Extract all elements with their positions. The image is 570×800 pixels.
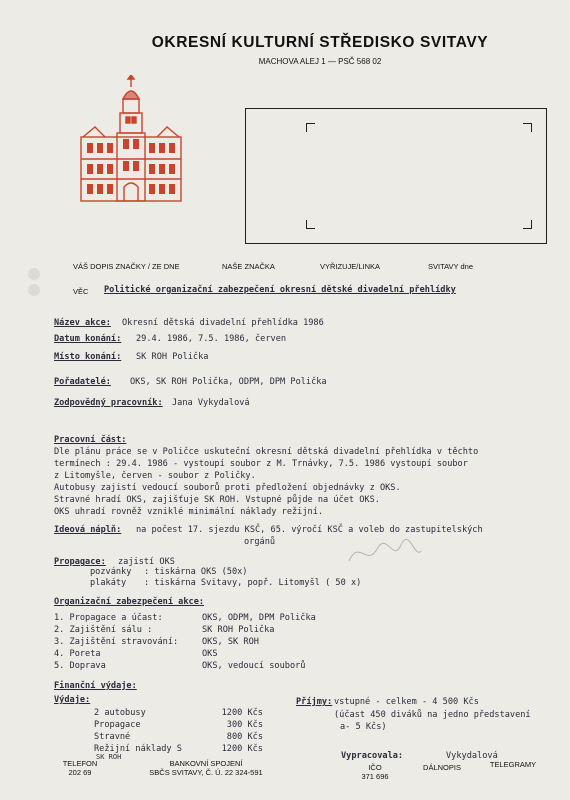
- corner-mark: [306, 123, 315, 132]
- expense-name: Režijní náklady S: [94, 744, 182, 754]
- expense-name: Stravné: [94, 732, 131, 742]
- organizers-label: Pořadatelé:: [54, 377, 111, 387]
- org-label: Organizační zabezpečení akce:: [54, 597, 205, 607]
- work-line: termínech : 29.4. 1986 - vystoupí soubor z M. Trnávky, 7.5. 1986 vystoupí soubor: [54, 459, 468, 469]
- organizers-value: OKS, SK ROH Polička, ODPM, DPM Polička: [130, 377, 327, 387]
- footer-bank: [126, 759, 286, 777]
- expense-amount: 300 Kčs: [226, 720, 263, 730]
- town-hall-crest-image: [75, 75, 187, 207]
- place-value: SK ROH Polička: [136, 352, 209, 362]
- punch-hole: [28, 284, 40, 296]
- subject-text: Politické organizační zabezpečení okresní dětské divadelní přehlídky: [104, 285, 456, 295]
- idea-line: orgánů: [244, 537, 276, 547]
- letterhead-title: OKRESNÍ KULTURNÍ STŘEDISKO SVITAVY: [151, 34, 489, 51]
- work-line: Stravné hradí OKS, zajišťuje SK ROH. Vstupné půjde na účet OKS.: [54, 495, 380, 505]
- promo-label: Propagace:: [54, 557, 106, 567]
- prepared-label: Vypracovala:: [341, 751, 404, 761]
- org-item-value: OKS, ODPM, DPM Polička: [202, 613, 316, 623]
- punch-hole: [28, 268, 40, 280]
- expense-extra: SK ROH: [96, 753, 122, 761]
- income-line: (účast 450 diváků na jedno představení: [334, 710, 531, 720]
- letterhead-address: MACHOVA ALEJ 1 — PSČ 568 02: [258, 57, 382, 66]
- footer-telegramy: TELEGRAMY: [489, 760, 537, 769]
- ico-label: IČO: [368, 763, 382, 772]
- bank-label: BANKOVNÍ SPOJENÍ: [169, 759, 243, 768]
- prepared-name: Vykydalová: [446, 751, 498, 761]
- org-item-name: 1. Propagace a účast:: [54, 613, 163, 623]
- date-value: 29.4. 1986, 7.5. 1986, červen: [136, 334, 287, 344]
- faint-handwritten-mark: [345, 533, 425, 573]
- corner-mark: [523, 220, 532, 229]
- place-date-label: SVITAVY dne: [428, 262, 474, 271]
- org-item-name: 2. Zajištění sálu :: [54, 625, 153, 635]
- event-name-value: Okresní dětská divadelní přehlídka 1986: [122, 318, 324, 328]
- place-label: Místo konání:: [54, 352, 122, 362]
- promo-text: zajistí OKS: [118, 557, 175, 567]
- responsible-value: Jana Vykydalová: [172, 398, 250, 408]
- promo-item: plakáty: [90, 578, 127, 588]
- expense-amount: 1200 Kčs: [221, 708, 263, 718]
- org-item-value: OKS, vedoucí souborů: [202, 661, 306, 671]
- expense-name: 2 autobusy: [94, 708, 146, 718]
- work-line: OKS uhradí rovněž vzniklé minimální náklady režijní.: [54, 507, 324, 517]
- responsible-label: Zodpovědný pracovník:: [54, 398, 163, 408]
- idea-line: na počest 17. sjezdu KSČ, 65. výročí KSČ a voleb do zastupitelských: [136, 525, 483, 535]
- work-line: Dle plánu práce se v Poličce uskuteční okresní dětská divadelní přehlídka v těchto: [54, 447, 479, 457]
- your-letter-label: VÁŠ DOPIS ZNAČKY / ZE DNE: [73, 262, 180, 271]
- our-ref-label: NAŠE ZNAČKA: [222, 262, 275, 271]
- work-label: Pracovní část:: [54, 435, 127, 445]
- subject-label: VĚC: [73, 287, 89, 296]
- idea-label: Ideová náplň:: [54, 525, 122, 535]
- org-item-value: OKS: [202, 649, 218, 659]
- income-line: vstupné - celkem - 4 500 Kčs: [334, 697, 479, 707]
- expenses-label: Výdaje:: [54, 695, 91, 705]
- org-item-value: SK ROH Polička: [202, 625, 275, 635]
- org-item-value: OKS, SK ROH: [202, 637, 259, 647]
- phone-label: TELEFON: [62, 759, 98, 768]
- event-name-label: Název akce:: [54, 318, 111, 328]
- work-line: Autobusy zajistí vedoucí souborů proti předložení objednávky z OKS.: [54, 483, 401, 493]
- expense-name: Propagace: [94, 720, 141, 730]
- footer-dalnopis: DÁLNOPIS: [423, 763, 461, 772]
- work-line: z Litomyšle, červen - soubor z Poličky.: [54, 471, 256, 481]
- org-item-name: 3. Zajištění stravování:: [54, 637, 179, 647]
- income-line: a- 5 Kčs): [340, 722, 387, 732]
- promo-value: : tiskárna OKS (50x): [144, 567, 248, 577]
- date-label: Datum konání:: [54, 334, 122, 344]
- finance-label: Finanční výdaje:: [54, 681, 137, 691]
- corner-mark: [306, 220, 315, 229]
- ico-value: 371 696: [361, 772, 389, 781]
- footer-ico: [345, 763, 405, 781]
- address-window-box: [245, 108, 547, 244]
- footer-phone: [50, 759, 110, 777]
- expense-amount: 800 Kčs: [226, 732, 263, 742]
- phone-value: 202 69: [68, 768, 92, 777]
- bank-value: SBČS SVITAVY, Č. Ú. 22 324-591: [149, 768, 263, 777]
- promo-item: pozvánky: [90, 567, 132, 577]
- org-item-name: 4. Poreta: [54, 649, 101, 659]
- income-label: Příjmy:: [296, 697, 333, 707]
- org-item-name: 5. Doprava: [54, 661, 106, 671]
- promo-value: : tiskárna Svitavy, popř. Litomyšl ( 50 x): [144, 578, 362, 588]
- corner-mark: [523, 123, 532, 132]
- handled-by-label: VYŘIZUJE/LINKA: [320, 262, 381, 271]
- expense-amount: 1200 Kčs: [221, 744, 263, 754]
